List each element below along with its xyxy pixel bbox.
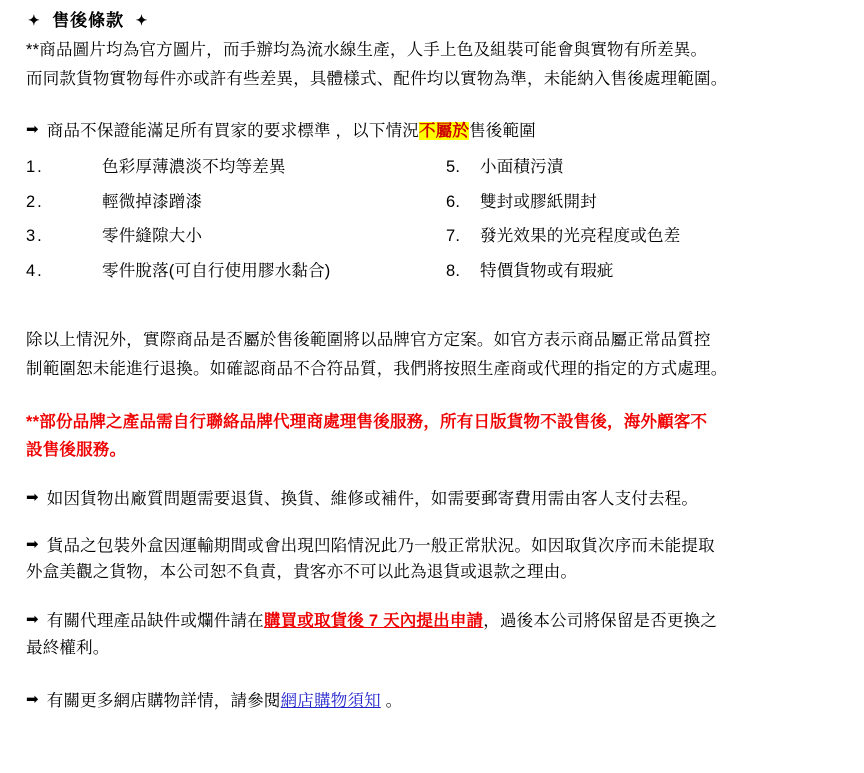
exclusion-list-left-column (26, 159, 446, 297)
red-notice-line-2: 設售後服務。 (26, 441, 127, 460)
exclusion-notice (26, 118, 850, 145)
list-item (446, 194, 680, 211)
diamond-icon-right: ✦ (135, 12, 149, 28)
bullet-packaging-dent-line-1: 貨品之包裝外盒因運輸期間或會出現凹陷情況此乃一般正常狀況。如因取貨次序而未能提取 (46, 536, 715, 555)
list-item (446, 228, 680, 245)
intro-line-2: 而同款貨物實物每件亦或許有些差異，具體樣式、配件均以實物為準，未能納入售後處理範圍。 (26, 69, 728, 88)
intro-line-1: **商品圖片均為官方圖片，而手辦均為流水線生產，人手上色及組裝可能會與實物有所差異。 (26, 41, 708, 59)
exclusion-list-right-column (446, 159, 680, 297)
exclusion-list (26, 159, 850, 297)
bullet-missing-parts-before: 有關代理產品缺件或爛件請在 (46, 612, 264, 631)
bullet-missing-parts-line-2: 最終權利。 (26, 638, 110, 657)
arrow-right-icon: ➡ (26, 611, 39, 629)
list-item-label: 雙封或膠紙開封 (480, 192, 597, 211)
list-item-number: 5. (446, 158, 461, 177)
list-item-label: 發光效果的光亮程度或色差 (480, 227, 681, 246)
arrow-right-icon: ➡ (26, 690, 39, 708)
list-item-label: 零件縫隙大小 (102, 227, 203, 246)
diamond-icon-left: ✦ (28, 12, 41, 28)
exclusion-notice-after: 售後範圍 (469, 122, 536, 141)
bullet-shopping-guide-after: 。 (380, 691, 403, 710)
bullet-missing-parts-deadline: 購買或取貨後 7 天內提出申請 (263, 612, 484, 631)
list-item-number: 3. (26, 227, 44, 246)
bullet-packaging-dent-line-2: 外盒美觀之貨物，本公司恕不負責，貴客亦不可以此為退貨或退款之理由。 (26, 563, 578, 582)
list-item-label: 零件脫落(可自行使用膠水黏合) (102, 261, 331, 280)
arrow-right-icon: ➡ (26, 489, 39, 507)
list-item (26, 263, 446, 280)
list-item-label: 輕微掉漆蹭漆 (102, 192, 203, 211)
arrow-right-icon: ➡ (26, 121, 39, 139)
arrow-right-icon: ➡ (26, 535, 39, 553)
list-item (26, 228, 446, 245)
list-item-label: 特價貨物或有瑕疵 (480, 261, 614, 280)
list-item-number: 7. (446, 227, 461, 246)
list-item-label: 小面積污漬 (480, 158, 564, 177)
red-notice-line-1: **部份品牌之產品需自行聯絡品牌代理商處理售後服務，所有日版貨物不設售後，海外顧客不 (26, 412, 708, 431)
page-title-text: 售後條款 (52, 11, 125, 30)
bullet-shipping-cost-text: 如因貨物出廠質問題需要退貨、換貨、維修或補件，如需要郵寄費用需由客人支付去程。 (46, 490, 699, 509)
list-item-label: 色彩厚薄濃淡不均等差異 (102, 158, 286, 177)
bullet-shipping-cost (26, 486, 850, 513)
list-item-number: 4. (26, 261, 44, 280)
shopping-guide-link[interactable]: 網店購物須知 (280, 691, 381, 710)
list-item (26, 194, 446, 211)
paragraph-2-line-1: 除以上情況外，實際商品是否屬於售後範圍將以品牌官方定案。如官方表示商品屬正常品質控 (26, 331, 711, 350)
list-item (446, 263, 680, 280)
list-item-number: 6. (446, 192, 461, 211)
list-item-number: 1. (26, 158, 44, 177)
exclusion-notice-before: 商品不保證能滿足所有買家的要求標準 ，以下情況 (46, 122, 419, 141)
bullet-missing-parts (26, 608, 850, 635)
exclusion-notice-highlight: 不屬於 (418, 122, 470, 141)
bullet-packaging-dent (26, 533, 850, 560)
bullet-missing-parts-after: ，過後本公司將保留是否更換之 (483, 612, 718, 631)
list-item-number: 8. (446, 261, 461, 280)
paragraph-2-line-2: 制範圍恕未能進行退換。如確認商品不合符品質，我們將按照生產商或代理的指定的方式處理。 (26, 359, 728, 378)
list-item (446, 159, 680, 176)
list-item-number: 2. (26, 192, 44, 211)
list-item (26, 159, 446, 176)
bullet-shopping-guide (26, 688, 850, 715)
page-title (28, 6, 850, 31)
bullet-shopping-guide-before: 有關更多網店購物詳情，請參閱 (46, 691, 281, 710)
